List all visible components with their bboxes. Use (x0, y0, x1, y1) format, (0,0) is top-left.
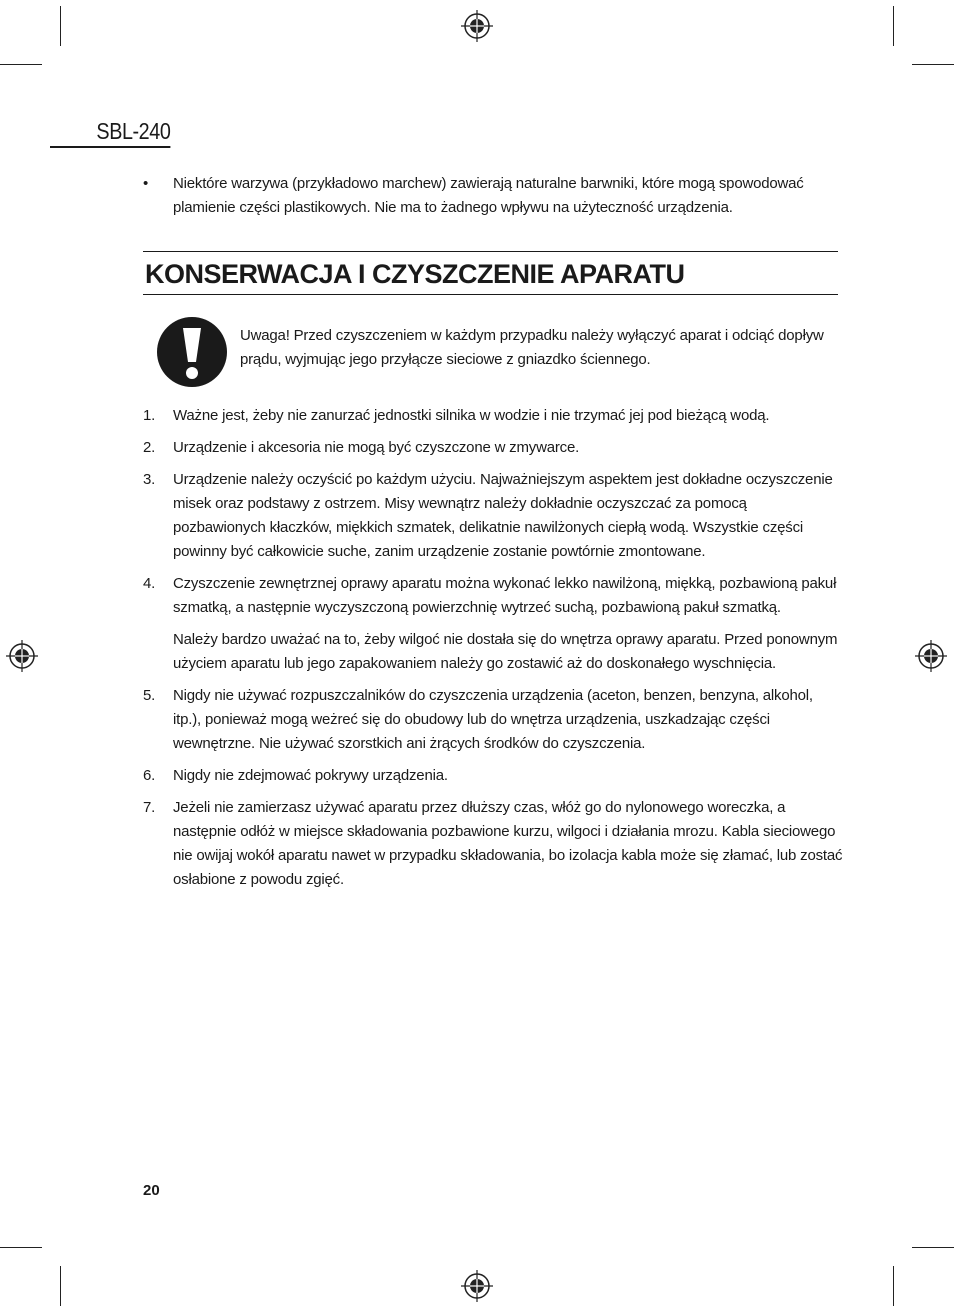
section-title: KONSERWACJA I CZYSZCZENIE APARATU (145, 259, 685, 289)
item-text: Nigdy nie zdejmować pokrywy urządzenia. (173, 767, 448, 784)
crop-mark (893, 1266, 894, 1306)
maintenance-list (143, 404, 843, 900)
item-text: Ważne jest, żeby nie zanurzać jednostki silnika w wodzie i nie trzymać jej pod bieżącą wodą. (173, 407, 770, 424)
crop-mark (0, 64, 42, 65)
item-text: Urządzenie i akcesoria nie mogą być czyszczone w zmywarce. (173, 439, 580, 456)
crop-mark (60, 6, 61, 46)
item-number: 6. (143, 767, 156, 784)
item-number: 2. (143, 439, 156, 456)
item-number: 1. (143, 407, 156, 424)
item-text: Czyszczenie zewnętrznej oprawy aparatu można wykonać lekko nawilżoną, miękką, pozbawioną pakuł szmatką, a następnie wyczyszczoną powierzchnię wytrzeć suchą, pozbawioną pakuł szmatką. (173, 575, 837, 616)
crop-mark (60, 1266, 61, 1306)
item-extra-text: Należy bardzo uważać na to, żeby wilgoć nie dostała się do wnętrza oprawy aparatu. Przed ponownym użyciem aparatu lub jego zapakowaniem należy go zostawić aż do doskonałego wyschnięcia. (173, 631, 838, 672)
warning-text: Uwaga! Przed czyszczeniem w każdym przypadku należy wyłączyć aparat i odciąć dopływ prądu, wyjmując jego przyłącze sieciowe z gniazdko ściennego. (240, 327, 824, 368)
bullet-marker: • (143, 175, 149, 192)
intro-bullet (143, 172, 843, 220)
model-label: SBL-240 (50, 116, 170, 148)
item-text: Jeżeli nie zamierzasz używać aparatu przez dłuższy czas, włóż go do nylonowego woreczka, a następnie odłóż w miejsce składowania pozbawione kurzu, wilgoci i działania mrozu. Kabla sieciowego nie owijaj wokół aparatu nawet w przypadku składowania, bo izolacja kabla może się złamać, lub zostać osłabione z powodu zgięć. (173, 799, 843, 888)
crop-mark (0, 1247, 42, 1248)
registration-mark-icon (5, 639, 39, 673)
list-item (143, 468, 843, 564)
page-number: 20 (143, 1182, 160, 1199)
item-text: Nigdy nie używać rozpuszczalników do czyszczenia urządzenia (aceton, benzen, benzyna, alkohol, itp.), ponieważ mogą weżreć się do obudowy lub do wnętrza urządzenia, uszkadzając części wewnętrzne. Nie używać szorstkich ani żrących środków do czyszczenia. (173, 687, 813, 752)
list-item (143, 764, 843, 788)
item-number: 4. (143, 575, 156, 592)
list-item (143, 404, 843, 428)
registration-mark-icon (460, 9, 494, 43)
intro-bullet-text: Niektóre warzywa (przykładowo marchew) zawierają naturalne barwniki, które mogą spowodować plamienie części plastikowych. Nie ma to żadnego wpływu na użyteczność urządzenia. (173, 175, 804, 216)
list-item (143, 572, 843, 676)
crop-mark (912, 1247, 954, 1248)
registration-mark-icon (914, 639, 948, 673)
list-item (143, 436, 843, 460)
crop-mark (912, 64, 954, 65)
list-item (143, 796, 843, 892)
item-number: 7. (143, 799, 156, 816)
registration-mark-icon (460, 1269, 494, 1303)
item-text: Urządzenie należy oczyścić po każdym użyciu. Najważniejszym aspektem jest dokładne oczyszczenie misek oraz podstawy z ostrzem. Misy wewnątrz należy dokładnie oczyszczać za pomocą pozbawionych kłaczków, miękkich szmatek, delikatnie nawilżonych ciepłą wodą. Wszystkie części powinny być całkowicie suche, zanim urządzenie zostanie powtórnie zmontowane. (173, 471, 833, 560)
section-title-box (143, 251, 838, 295)
list-item (143, 684, 843, 756)
item-number: 5. (143, 687, 156, 704)
item-number: 3. (143, 471, 156, 488)
exclamation-icon (156, 316, 228, 388)
crop-mark (893, 6, 894, 46)
